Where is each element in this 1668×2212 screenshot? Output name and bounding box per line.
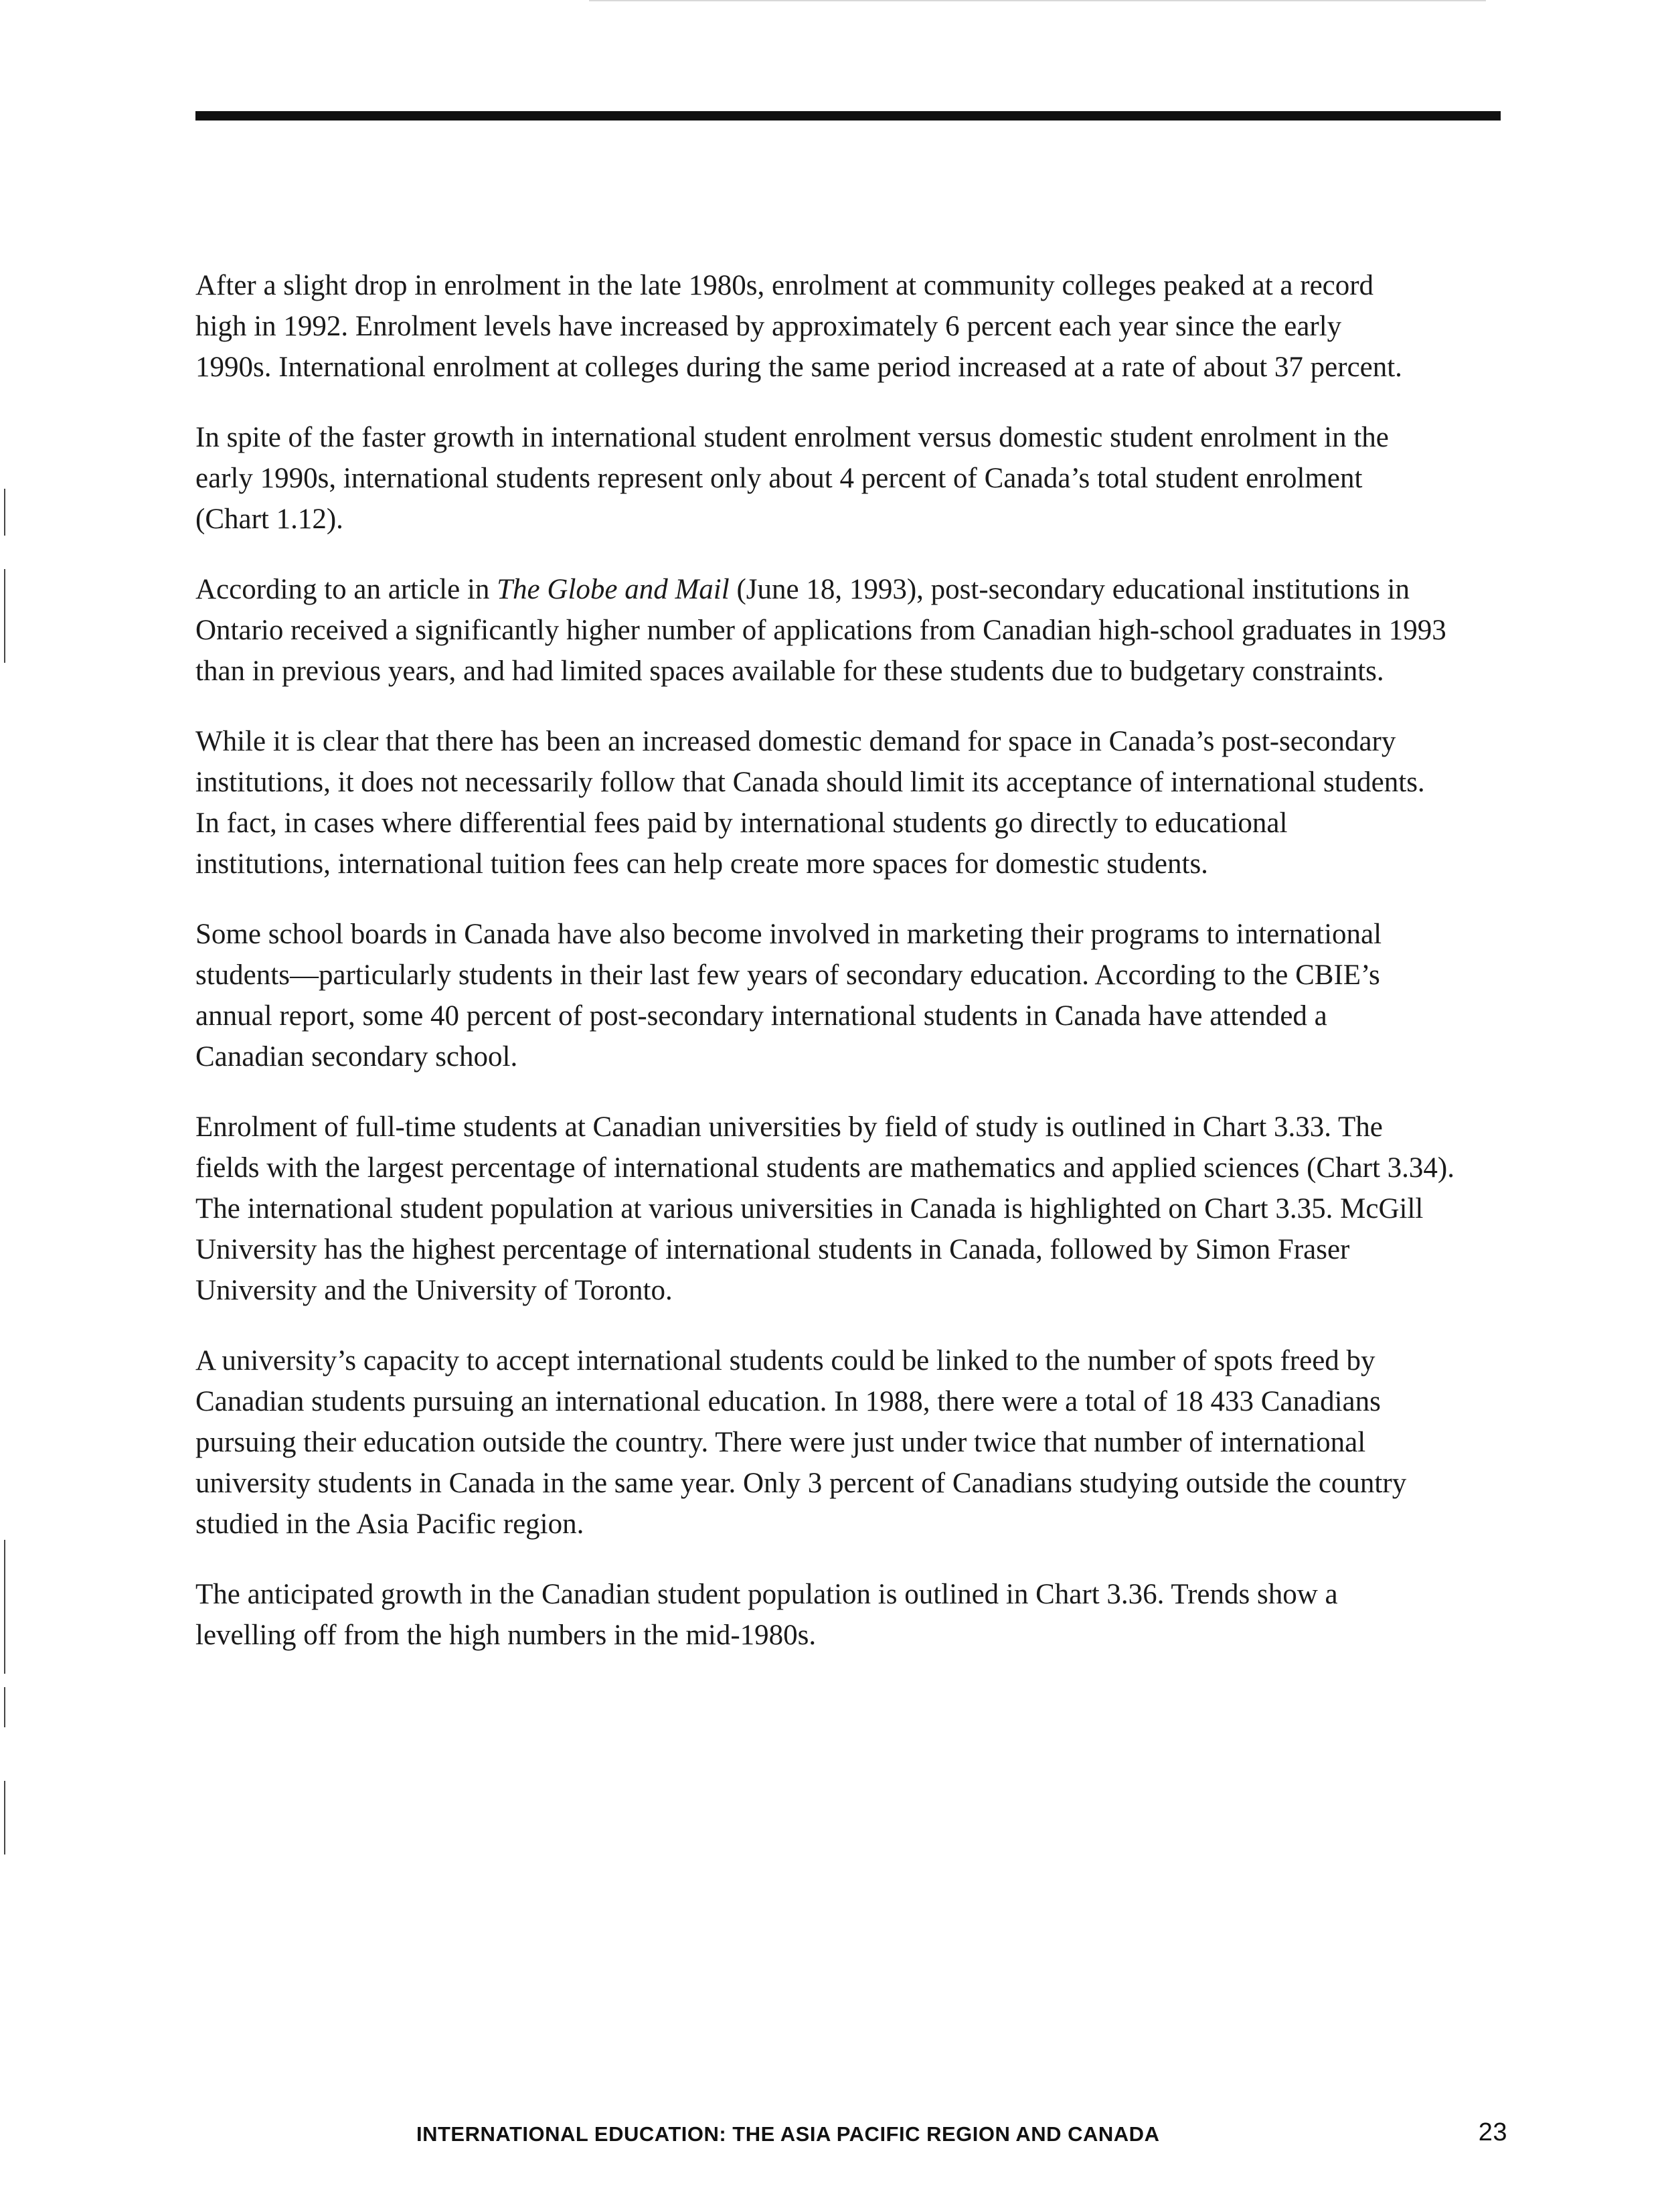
paragraph: After a slight drop in enrolment in the late 1980s, enrolment at community colleges peaked at a record high in 1992. Enrolment levels have increased by approximately 6 percent each year since the early 1990s. International enrolment at colleges during the same period increased at a rate of about 37 percent. [195,270,1402,383]
page-footer [416,2118,1507,2156]
body-text [195,265,1507,1685]
page-number: 23 [1478,2118,1507,2146]
paragraph: In spite of the faster growth in international student enrolment versus domestic student enrolment in the early 1990s, international students represent only about 4 percent of Canada’s total student enrolment (Chart 1.12). [195,422,1389,535]
paragraph-text: According to an article in [195,574,497,605]
margin-mark [4,569,5,663]
header-rule [195,111,1501,121]
paragraph: A university’s capacity to accept international students could be linked to the number of spots freed by Canadian students pursuing an international education. In 1988, there were a total of 18 433 Canadians pursuing their education outside the country. There were just under twice that number of international university students in Canada in the same year. Only 3 percent of Canadians studying outside the country studied in the Asia Pacific region. [195,1345,1407,1540]
paragraph: The anticipated growth in the Canadian student population is outlined in Chart 3.36. Trends show a levelling off from the high numbers in the mid-1980s. [195,1579,1338,1651]
margin-mark [4,489,5,536]
margin-mark [4,1687,5,1727]
paragraph-text: (June 18, 1993), post-secondary educational institutions in Ontario received a significantly higher number of applications from Canadian high-school graduates in 1993 than in previous years, and had limited spaces available for these students due to budgetary constraints. [195,574,1446,687]
publication-title: The Globe and Mail [497,574,730,605]
paragraph: While it is clear that there has been an increased domestic demand for space in Canada’s post-secondary institutions, it does not necessarily follow that Canada should limit its acceptance of international students. In fact, in cases where differential fees paid by international students go directly to educational institutions, international tuition fees can help create more spaces for domestic students. [195,726,1425,880]
paragraph: Enrolment of full-time students at Canadian universities by field of study is outlined in Chart 3.33. The fields with the largest percentage of international students are mathematics and applied sciences (Chart 3.34). The international student population at various universities in Canada is highlighted on Chart 3.35. McGill University has the highest percentage of international students in Canada, followed by Simon Fraser University and the University of Toronto. [195,1111,1454,1306]
paragraph [195,569,1507,692]
margin-mark [4,1540,5,1674]
paragraph: Some school boards in Canada have also become involved in marketing their programs to international students—particularly students in their last few years of secondary education. According to the CBIE’s annual report, some 40 percent of post-secondary international students in Canada have attended a Canadian secondary school. [195,919,1382,1073]
footer-title: INTERNATIONAL EDUCATION: THE ASIA PACIFIC REGION AND CANADA [416,2122,1160,2146]
scan-artifact-line [589,0,1486,4]
margin-mark [4,1781,5,1854]
